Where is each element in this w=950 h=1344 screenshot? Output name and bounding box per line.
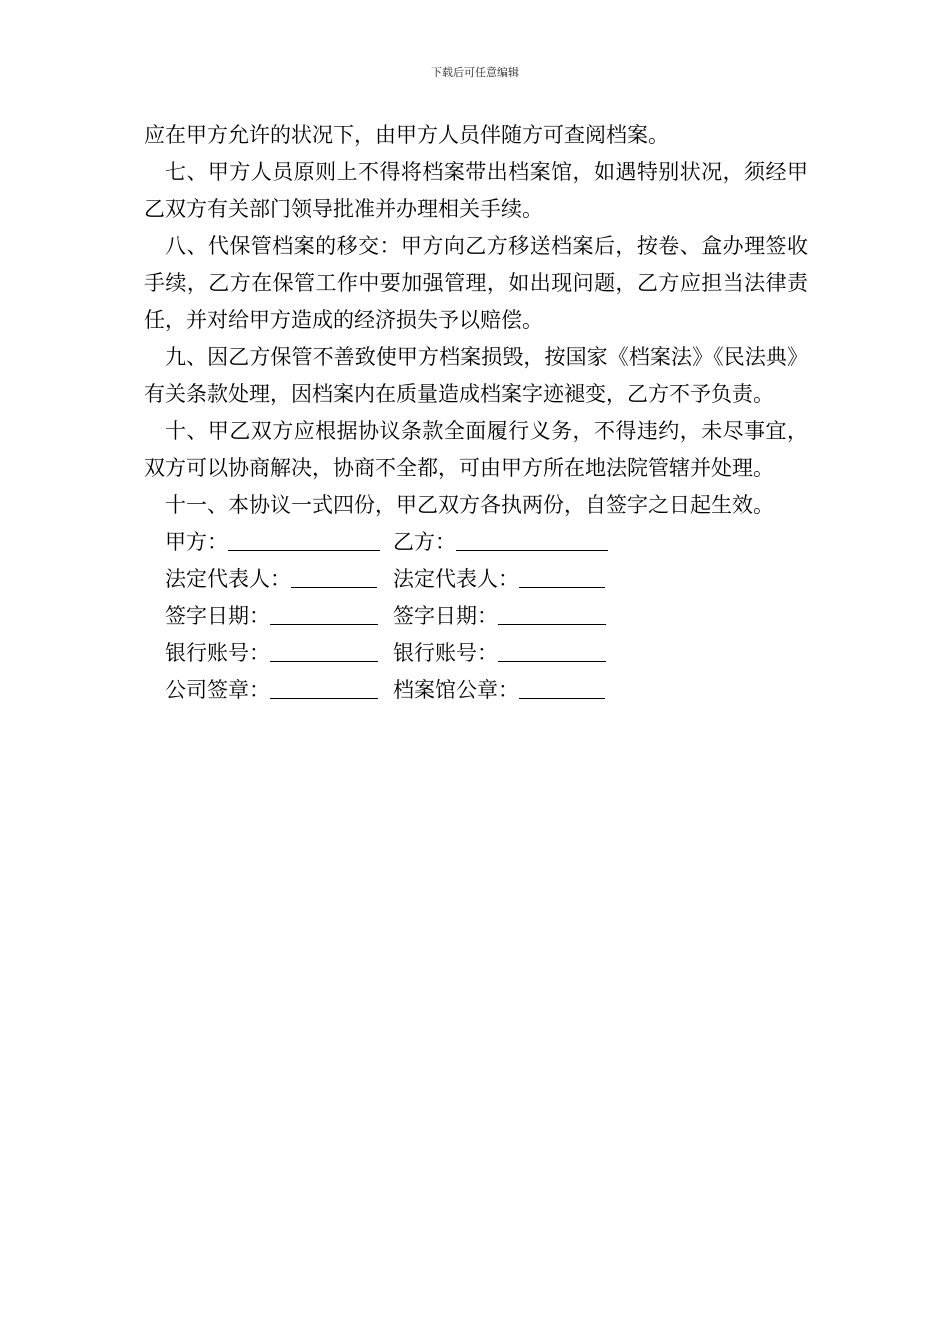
seal-b-field [393, 672, 605, 709]
page-header-note: 下载后可任意编辑 [431, 66, 519, 79]
seal-b-label: 档案馆公章： [393, 678, 519, 702]
rep-b-blank [519, 565, 605, 588]
seal-a-label: 公司签章： [165, 678, 270, 702]
party-a-field [165, 524, 393, 561]
date-b-field [393, 598, 606, 635]
rep-a-label: 法定代表人： [165, 567, 291, 591]
signature-row-parties [144, 524, 808, 561]
seal-a-blank [270, 676, 378, 699]
date-b-blank [498, 602, 606, 625]
seal-a-field [165, 672, 393, 709]
clause-8: 八、代保管档案的移交：甲方向乙方移送档案后，按卷、盒办理签收手续，乙方在保管工作中要加强管理，如出现问题，乙方应担当法律责任，并对给甲方造成的经济损失予以赔偿。 [144, 234, 808, 332]
rep-a-field [165, 561, 393, 598]
seal-b-blank [519, 676, 605, 699]
party-a-label: 甲方： [165, 530, 228, 554]
clause-11: 十一、本协议一式四份，甲乙双方各执两份，自签字之日起生效。 [165, 493, 774, 517]
paragraph-continuation: 应在甲方允许的状况下，由甲方人员伴随方可查阅档案。 [144, 123, 669, 147]
signature-row-date [144, 598, 808, 635]
rep-b-field [393, 561, 605, 598]
party-a-blank [228, 528, 380, 551]
party-b-label: 乙方： [393, 530, 456, 554]
bank-b-label: 银行账号： [393, 641, 498, 665]
bank-a-blank [270, 639, 378, 662]
bank-b-blank [498, 639, 606, 662]
rep-a-blank [291, 565, 377, 588]
bank-a-label: 银行账号： [165, 641, 270, 665]
clause-7: 七、甲方人员原则上不得将档案带出档案馆，如遇特别状况，须经甲乙双方有关部门领导批准并办理相关手续。 [144, 160, 808, 221]
date-b-label: 签字日期： [393, 604, 498, 628]
bank-a-field [165, 635, 393, 672]
signature-row-representative [144, 561, 808, 598]
clause-9: 九、因乙方保管不善致使甲方档案损毁，按国家《档案法》《民法典》有关条款处理，因档案内在质量造成档案字迹褪变，乙方不予负责。 [144, 345, 808, 406]
date-a-blank [270, 602, 378, 625]
party-b-blank [456, 528, 608, 551]
clause-10: 十、甲乙双方应根据协议条款全面履行义务，不得违约，未尽事宜，双方可以协商解决，协商不全都，可由甲方所在地法院管辖并处理。 [144, 419, 808, 480]
date-a-field [165, 598, 393, 635]
signature-row-bank [144, 635, 808, 672]
rep-b-label: 法定代表人： [393, 567, 519, 591]
bank-b-field [393, 635, 606, 672]
date-a-label: 签字日期： [165, 604, 270, 628]
signature-row-seal [144, 672, 808, 709]
party-b-field [393, 524, 608, 561]
contract-body [144, 117, 808, 709]
